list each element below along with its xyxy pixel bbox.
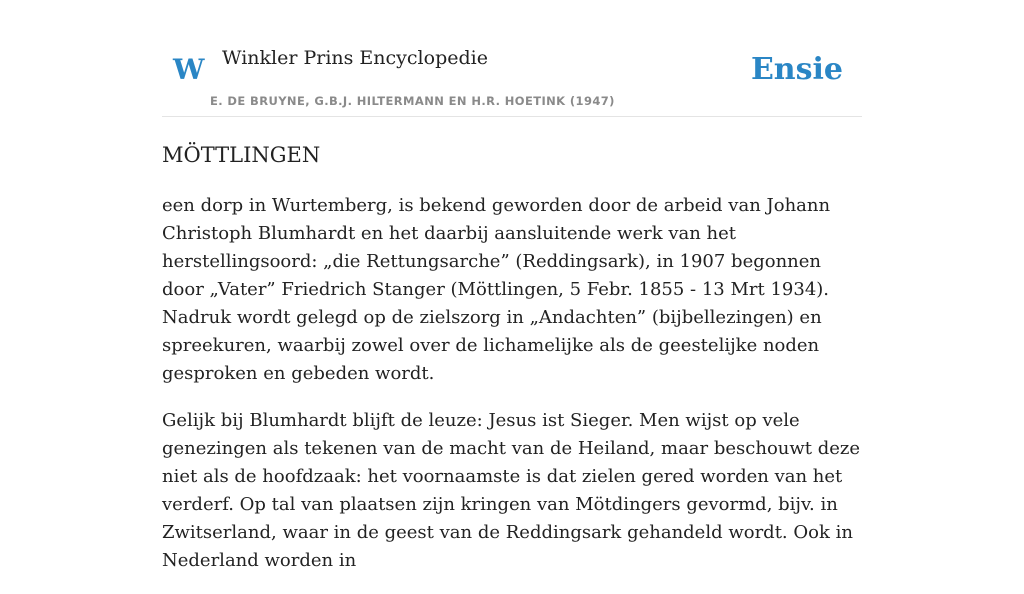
page-header <box>162 0 862 117</box>
article-body <box>162 192 864 594</box>
book-authors: E. DE BRUYNE, G.B.J. HILTERMANN EN H.R. HOETINK (1947) <box>210 94 615 108</box>
article-paragraph: Gelijk bij Blumhardt blijft de leuze: Jesus ist Sieger. Men wijst op vele genezingen als tekenen van de macht van de Heiland, maar beschouwt deze niet als de hoofdzaak: het voornaamste is dat zielen gered worden van het verderf. Op tal van plaatsen zijn kringen van Mötdingers gevormd, bijv. in Zwitserland, waar in de geest van de Reddingsark gehandeld wordt. Ook in Nederland worden in <box>162 410 861 571</box>
winkler-prins-logo[interactable]: W <box>173 53 205 86</box>
book-title[interactable]: Winkler Prins Encyclopedie <box>222 47 488 69</box>
article-title: MÖTTLINGEN <box>162 143 321 167</box>
article-paragraph: een dorp in Wurtemberg, is bekend geworden door de arbeid van Johann Christoph Blumhardt en het daarbij aansluitende werk van het herstellingsoord: „die Rettungsarche” (Reddingsark), in 1907 begonnen door „Vater” Friedrich Stanger (Möttlingen, 5 Febr. 1855 - 13 Mrt 1934). Nadruk wordt gelegd op de zielszorg in „Andachten” (bijbellezingen) en spreekuren, waarbij zowel over de lichamelijke als de geestelijke noden gesproken en gebeden wordt. <box>162 195 831 384</box>
ensie-logo-link[interactable]: Ensie <box>750 52 843 87</box>
